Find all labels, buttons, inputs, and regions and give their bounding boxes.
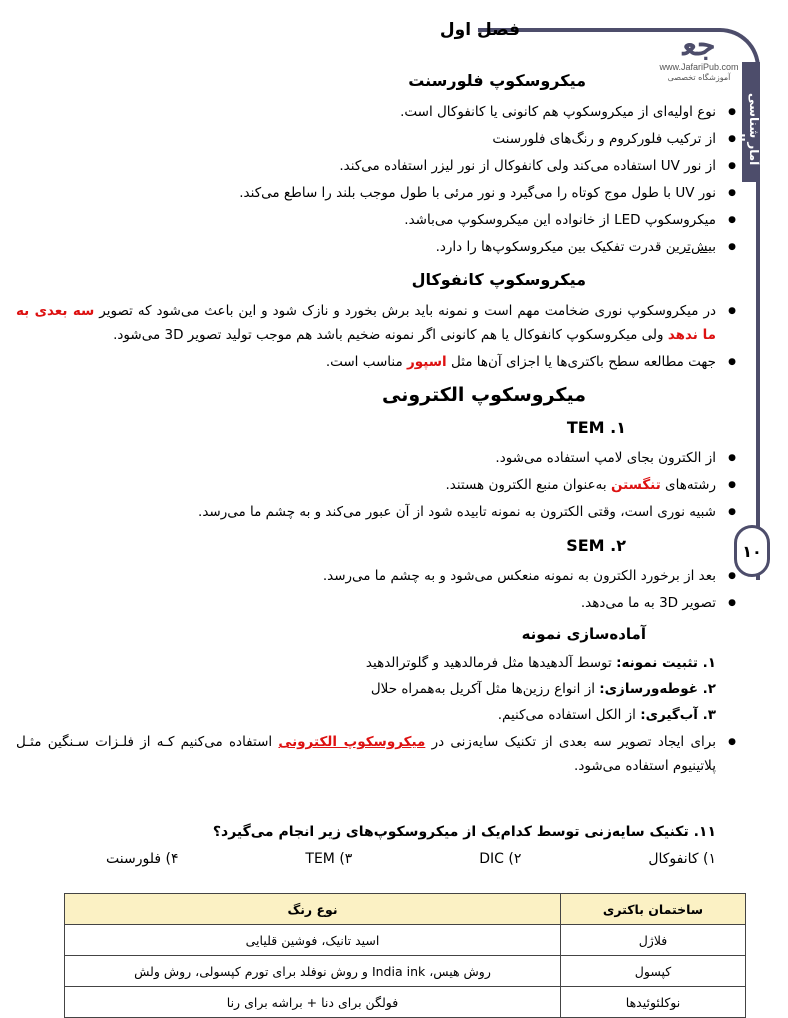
table-cell: فلاژل: [561, 925, 746, 956]
list-item-text: در میکروسکوپ نوری ضخامت مهم است و نمونه باید برش بخورد و نازک شود و این باعث می‌شود که تصویر: [94, 303, 716, 319]
stain-table: [64, 893, 746, 1018]
side-label: آمار شناسی بالینی: [733, 92, 761, 166]
list-item-text: رشته‌های: [660, 477, 716, 493]
list-item-text: مناسب است.: [325, 354, 408, 370]
option-1: ۱) کانفوکال: [648, 851, 716, 867]
highlight-text: میکروسکوپ الکترونی: [278, 734, 426, 750]
question-block: [16, 820, 746, 870]
preparation-title: آماده‌سازی نمونه: [521, 625, 646, 643]
logo-url: www.JafariPub.com: [659, 62, 739, 72]
list-item: ● تصویر 3D به ما می‌دهد.: [16, 591, 716, 615]
table-row: [65, 987, 746, 1018]
table-cell: فولگن برای دنا + براشه برای رنا: [65, 987, 561, 1018]
table-header-row: [65, 894, 746, 925]
list-item: [16, 299, 716, 347]
tem-title: TEM .۱: [566, 418, 626, 437]
sem-title: SEM .۲: [566, 536, 626, 555]
option-2: ۲) DIC: [479, 851, 522, 867]
chapter-title: فصل اول: [439, 20, 520, 40]
list-item: ● نور UV با طول موج کوتاه را می‌گیرد و نور مرئی با طول موجب بلند را ساطع می‌کند.: [16, 181, 716, 205]
step-label: ۲. غوطه‌ورسازی:: [599, 681, 716, 697]
table-cell: اسید تانیک، فوشین قلیایی: [65, 925, 561, 956]
list-item: ● بعد از برخورد الکترون به نمونه منعکس می‌شود و به چشم ما می‌رسد.: [16, 564, 716, 588]
list-item: ● میکروسکوپ LED از خانواده این میکروسکوپ می‌باشد.: [16, 208, 716, 232]
underlined-word: بیش‌ترین: [665, 239, 716, 255]
step-label: ۳. آب‌گیری:: [640, 707, 716, 723]
fluorescence-list: [16, 100, 746, 259]
table-cell: کپسول: [561, 956, 746, 987]
list-item-text: جهت مطالعه سطح باکتری‌ها یا اجزای آن‌ها مثل: [446, 354, 716, 370]
highlight-text: سه بعدی به ما ندهد: [16, 303, 716, 343]
list-item: ● نوع اولیه‌ای از میکروسکوپ هم کانونی یا کانفوکال است.: [16, 100, 716, 124]
main-content: [16, 66, 746, 781]
confocal-list: [16, 299, 746, 374]
page-number: ۱۰: [734, 525, 770, 577]
table-cell: نوکلئوئیدها: [561, 987, 746, 1018]
list-item-text: قدرت تفکیک بین میکروسکوپ‌ها را دارد.: [435, 239, 666, 255]
list-item: [16, 651, 716, 675]
table-header-cell: ساختمان باکتری: [561, 894, 746, 925]
table-header-cell: نوع رنگ: [65, 894, 561, 925]
logo-subtitle: آموزشگاه تخصصی: [667, 73, 731, 82]
list-item: [16, 730, 716, 778]
list-item: ● شبیه نوری است، وقتی الکترون به نمونه تابیده شود از آن عبور می‌کند و به چشم ما می‌رسد.: [16, 500, 716, 524]
fluorescence-title: میکروسکوپ فلورسنت: [408, 71, 586, 90]
question-text: ۱۱. تکنیک سایه‌زنی توسط کدام‌یک از میکروسکوپ‌های زیر انجام می‌گیرد؟: [212, 824, 716, 840]
question-options: [16, 844, 746, 870]
option-3: ۳) TEM: [305, 851, 353, 867]
step-text: از الکل استفاده می‌کنیم.: [497, 707, 641, 723]
list-item-text: ولی میکروسکوپ کانفوکال یا هم کانونی اگر نمونه ضخیم باشد هم موجب تولید تصویر 3D می‌شود.: [113, 327, 668, 343]
list-item-text: برای ایجاد تصویر سه بعدی از تکنیک سایه‌زنی در: [425, 734, 716, 750]
step-text: توسط آلدهیدها مثل فرمالدهید و گلوترالدهید: [365, 655, 617, 671]
list-item: [16, 350, 716, 374]
step-label: ۱. تثبیت نمونه:: [616, 655, 716, 671]
list-item: [16, 677, 716, 701]
preparation-note: [16, 730, 746, 778]
table-row: [65, 925, 746, 956]
list-item-text: به‌عنوان منبع الکترون هستند.: [445, 477, 611, 493]
list-item: [16, 703, 716, 727]
table-row: [65, 956, 746, 987]
list-item: ● از ترکیب فلورکروم و رنگ‌های فلورسنت: [16, 127, 716, 151]
highlight-text: اسپور: [407, 354, 447, 370]
list-item: [16, 473, 716, 497]
option-4: ۴) فلورسنت: [106, 851, 179, 867]
step-text: از انواع رزین‌ها مثل آکریل به‌همراه حلال: [370, 681, 600, 697]
list-item: [16, 235, 716, 259]
list-item-text: استفاده می‌کنیم کـه از فلـزات سـنگین مثـل پلاتینیوم استفاده می‌شود.: [16, 734, 716, 774]
highlight-text: تنگستن: [610, 477, 661, 493]
sem-list: [16, 564, 746, 615]
list-item: ● از الکترون بجای لامپ استفاده می‌شود.: [16, 446, 716, 470]
logo-mark-icon: ﺟﻌ: [682, 28, 716, 63]
list-item: ● از نور UV استفاده می‌کند ولی کانفوکال از نور لیزر استفاده می‌کند.: [16, 154, 716, 178]
confocal-title: میکروسکوپ کانفوکال: [411, 270, 586, 289]
table-cell: روش هیس، India ink و روش نوفلد برای تورم کپسولی، روش ولش: [65, 956, 561, 987]
tem-list: [16, 446, 746, 524]
electron-title: میکروسکوپ الکترونی: [382, 384, 586, 406]
preparation-steps: [16, 651, 746, 727]
